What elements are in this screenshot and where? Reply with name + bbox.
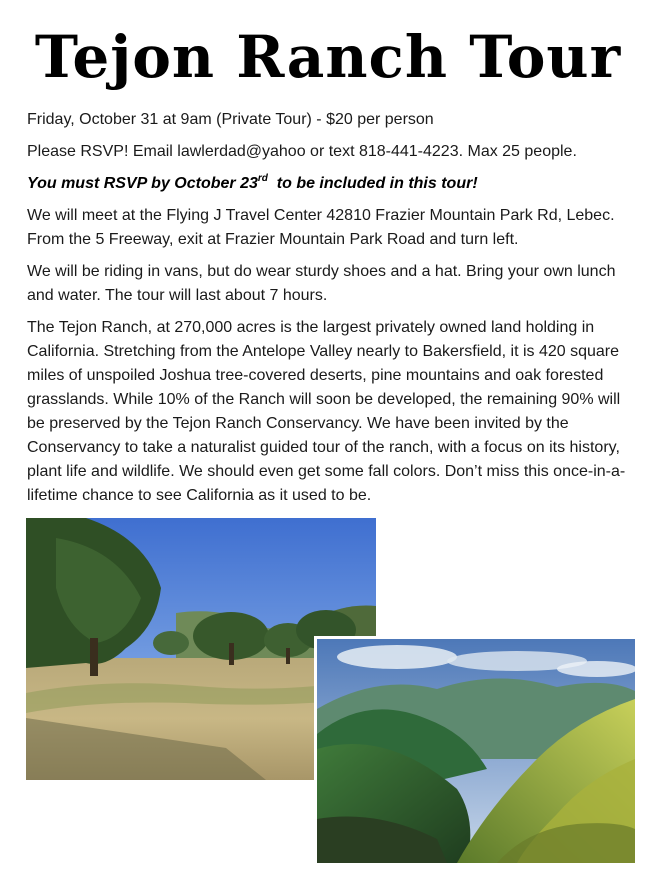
rsvp-deadline-tail: to be included in this tour! — [267, 175, 478, 192]
date-ordinal-suffix: rd — [257, 172, 268, 184]
ranch-description: The Tejon Ranch, at 270,000 acres is the largest privately owned land holding in California. Stretching from the Antelope Valley nearly to Bakersfield, it is 420 square miles of unspoiled Joshua tree-covered deserts, pine mountains and oak forested grasslands. While 10% of the Ranch will soon be developed, the remaining 90% will be preserved by the Tejon Ranch Conservancy. We have been invited by the Conservancy to take a naturalist guided tour of the ranch, with a focus on its history, plant life and wildlife. We should even get some fall colors. Don’t miss this once-in-a-lifetime chance to see California as it used to be. — [27, 319, 626, 504]
meeting-location: We will meet at the Flying J Travel Center 42810 Frazier Mountain Park Rd, Lebec. From the 5 Freeway, exit at Frazier Mountain Park Road and turn left. — [27, 207, 615, 248]
tour-logistics: We will be riding in vans, but do wear sturdy shoes and a hat. Bring your own lunch and water. The tour will last about 7 hours. — [27, 263, 616, 304]
mountain-valley-photo — [314, 636, 635, 863]
rsvp-deadline — [27, 172, 627, 196]
rsvp-contact: Please RSVP! Email lawlerdad@yahoo or text 818-441-4223. Max 25 people. — [27, 143, 577, 160]
flyer-body — [27, 108, 627, 516]
rsvp-deadline-text: You must RSVP by October 23 — [27, 175, 258, 192]
page-title: Tejon Ranch Tour — [34, 23, 622, 91]
event-details: Friday, October 31 at 9am (Private Tour) - $20 per person — [27, 111, 434, 128]
